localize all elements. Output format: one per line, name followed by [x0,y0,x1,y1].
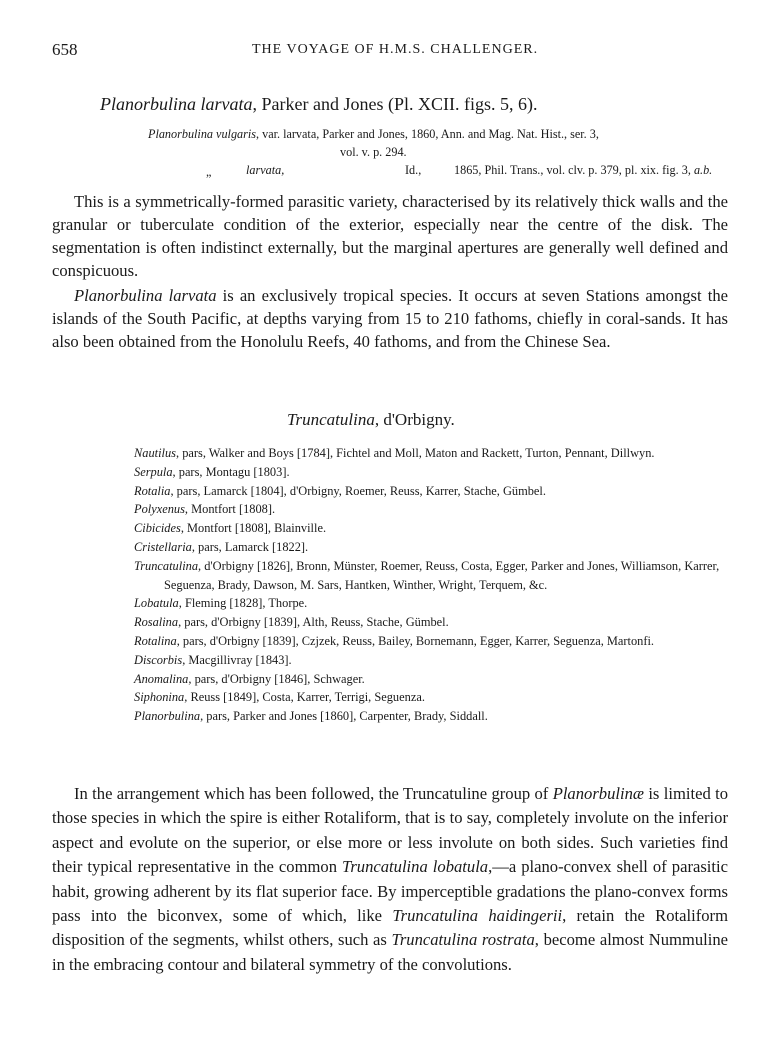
synonym-item: Cibicides, Montfort [1808], Blainville. [134,521,327,536]
synonym-item: Lobatula, Fleming [1828], Thorpe. [134,596,308,611]
page-number: 658 [52,40,78,59]
entry-authority: , Parker and Jones (Pl. XCII. figs. 5, 6). [252,94,538,114]
paragraph-distribution [52,284,728,353]
reference-2-tail: a.b. [693,163,713,177]
distribution-text: is an exclusively tropical species. It occurs at seven Stations amongst the islands of the South Pacific, at depths varying from 15 to 210 fathoms, chiefly in coral-sands. It has also been obtained from the Honolulu Reefs, 40 fathoms, and from the Chinese Sea. [52,286,728,351]
synonym-item: Siphonina, Reuss [1849], Costa, Karrer, Terrigi, Seguenza. [134,690,425,705]
synonym-item: Rotalina, pars, d'Orbigny [1839], Czjzek, Reuss, Bailey, Bornemann, Egger, Karrer, Seguenza, Martonfi. [134,633,655,648]
page-header [52,40,736,62]
reference-1-text: , var. larvata, Parker and Jones, 1860, Ann. and Mag. Nat. Hist., ser. 3, [256,127,599,141]
synonym-item: Planorbulina, pars, Parker and Jones [1860], Carpenter, Brady, Siddall. [134,709,488,724]
running-head: THE VOYAGE OF H.M.S. CHALLENGER. [252,42,539,57]
reference-1-name: Planorbulina vulgaris [148,127,256,141]
reference-2-text: 1865, Phil. Trans., vol. clv. p. 379, pl. xix. fig. 3, a.b. [454,163,713,177]
synonym-item: Discorbis, Macgillivray [1843]. [134,652,292,667]
section-authority: , d'Orbigny. [374,410,455,429]
synonym-item: Rotalia, pars, Lamarck [1804], d'Orbigny, Roemer, Reuss, Karrer, Stache, Gümbel. [134,483,546,498]
reference-2-name: larvata, [246,163,285,177]
synonym-item: Truncatulina, d'Orbigny [1826], Bronn, Münster, Roemer, Reuss, Costa, Egger, Parker and Jones, Williamson, Karrer, Seguenza, Brady, Dawson, M. Sars, Hantken, Winther, Wright, Terquem, &c. [134,558,720,592]
entry-species-name: Planorbulina larvata [100,94,253,114]
synonym-item: Cristellaria, pars, Lamarck [1822]. [134,539,309,554]
distribution-species: Planorbulina larvata [74,286,217,305]
reference-1-continuation: vol. v. p. 294. [340,145,407,159]
entry-title [100,94,537,115]
synonym-item: Nautilus, pars, Walker and Boys [1784], Fichtel and Moll, Maton and Rackett, Turton, Pennant, Dillwyn. [134,446,655,460]
reference-2-ditto: „ [206,165,212,179]
section-genus: Truncatulina [287,410,375,429]
synonym-item: Serpula, pars, Montagu [1803]. [134,464,290,479]
paragraph-arrangement: In the arrangement which has been followed, the Truncatuline group of Planorbulinæ is limited to those species in which the spire is either Rotaliform, that is to say, completely involute on the inferior aspect and evolute on the superior, or else more or less involute on both sides. Such varieties find their typical representative in the common Truncatulina lobatula,—a plano-convex shell of parasitic habit, growing adherent by its flat superior face. By imperceptible gradations the plano-convex forms pass into the biconvex, some of which, like Truncatulina haidingerii, retain the Rotaliform disposition of the segments, whilst others, such as Truncatulina rostrata, become almost Nummuline in the embracing contour and bilateral symmetry of the convolutions. [52,784,729,974]
reference-2-id: Id., [405,163,422,177]
paragraph-description: This is a symmetrically-formed parasitic variety, characterised by its relatively thick walls and the granular or tuberculate condition of the exterior, especially near the centre of the disk. The segmentation is often indistinct externally, but the marginal apertures are generally well defined and conspicuous. [52,192,728,280]
synonym-item: Anomalina, pars, d'Orbigny [1846], Schwager. [134,671,365,686]
synonym-item: Rosalina, pars, d'Orbigny [1839], Alth, Reuss, Stache, Gümbel. [134,615,449,630]
synonymy-list [134,444,728,726]
reference-1 [148,125,599,143]
synonym-item: Polyxenus, Montfort [1808]. [134,502,276,517]
section-title [287,410,455,430]
